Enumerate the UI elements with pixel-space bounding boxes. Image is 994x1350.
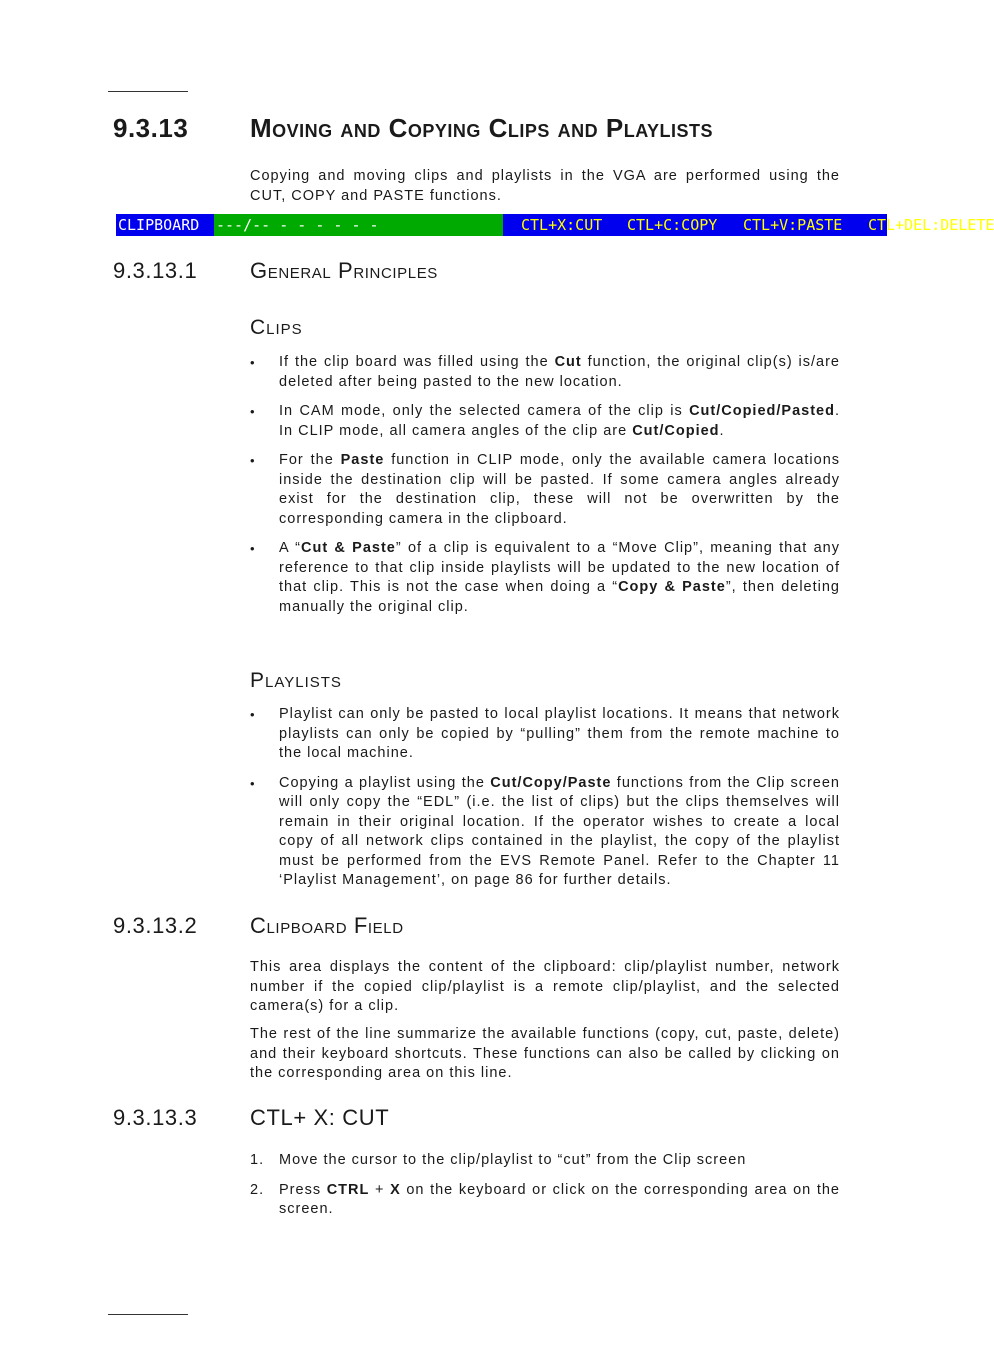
- text-run: +: [369, 1181, 391, 1198]
- text-run: . In CLIP mode, all camera angles of the clip are: [279, 403, 840, 439]
- text-run: function, the original clip(s) is/are deleted after being pasted to the new location.: [279, 354, 840, 390]
- bold-term: Cut/Copied/Pasted: [689, 403, 835, 419]
- cut-steps-list: [250, 1151, 840, 1230]
- text-run: Move the cursor to the clip/playlist to “cut” from the Clip screen: [279, 1152, 747, 1168]
- subsection-title: Clipboard Field: [250, 913, 404, 938]
- section-number: 9.3.13: [113, 113, 189, 143]
- list-item: [250, 402, 840, 441]
- text-run: function in CLIP mode, only the available camera locations inside the destination clip will be pasted. If some camera angles already exist for the destination clip, these will not be overwritten by the corresponding camera in the clipboard.: [279, 452, 841, 527]
- list-item: [250, 539, 840, 617]
- bold-term: Cut/Copied: [632, 422, 720, 439]
- clipboard-field[interactable]: ---/-- - - - - - -: [214, 214, 503, 236]
- section-title: Moving and Copying Clips and Playlists: [250, 113, 714, 143]
- footer-rule: [108, 1314, 188, 1315]
- clips-heading: Clips: [250, 316, 303, 339]
- subsection-number: 9.3.13.1: [113, 258, 198, 283]
- step-number: 1.: [250, 1152, 265, 1168]
- list-item: [250, 774, 840, 891]
- text-run: ”, then deleting manually the original clip.: [279, 579, 840, 615]
- header-rule: [108, 91, 188, 92]
- bold-term: Paste: [340, 452, 385, 468]
- bold-term: X: [390, 1181, 401, 1198]
- bold-term: Copy & Paste: [618, 579, 726, 595]
- text-run: functions from the Clip screen will only copy the “EDL” (i.e. the list of clips) but the clips themselves will remain in their original location. If the operator wishes to create a local copy of all network clips contained in the playlist, the copy of the playlist must be performed from the EVS Remote Panel. Refer to the Chapter 11 ‘Playlist Management’, on page 86 for further details.: [279, 774, 840, 888]
- subsection-title: CTL+ X: CUT: [250, 1105, 390, 1130]
- clipboard-field-paragraph-1: This area displays the content of the clipboard: clip/playlist number, network number if the copied clip/playlist is a remote clip/playlist, and the selected camera(s) for a clip.: [250, 959, 840, 1014]
- text-run: A “: [279, 540, 301, 556]
- subsection-number: 9.3.13.3: [113, 1105, 198, 1130]
- clips-bullet-list: [250, 353, 840, 627]
- list-item: [250, 705, 840, 764]
- clipboard-bar: [116, 214, 994, 236]
- text-run: on the keyboard or click on the corresponding area on the screen.: [279, 1181, 840, 1217]
- text-run: For the: [279, 452, 341, 468]
- bold-term: Cut/Copy/Paste: [490, 774, 612, 791]
- bold-term: Cut: [554, 354, 582, 370]
- playlists-heading: Playlists: [250, 669, 342, 692]
- text-run: .: [719, 422, 725, 439]
- step-item: [250, 1151, 840, 1171]
- text-run: If the clip board was filled using the: [279, 354, 555, 370]
- copy-function[interactable]: CTL+C:COPY: [627, 216, 718, 234]
- clipboard-label: CLIPBOARD: [118, 216, 200, 234]
- delete-function[interactable]: CTL+DEL:DELETE: [868, 216, 994, 234]
- bold-term: CTRL: [326, 1181, 370, 1198]
- bold-term: Cut & Paste: [300, 540, 396, 556]
- list-item: [250, 353, 840, 392]
- step-number: 2.: [250, 1181, 265, 1198]
- text-run: ” of a clip is equivalent to a “Move Clip”, meaning that any reference to that clip inside playlists will be updated to the new location of that clip. This is not the case when doing a “: [279, 540, 840, 595]
- subsection-title: General Principles: [250, 258, 438, 283]
- step-item: [250, 1181, 840, 1220]
- clipboard-field-paragraph-2: The rest of the line summarize the available functions (copy, cut, paste, delete) and their keyboard shortcuts. These functions can also be called by clicking on the corresponding area on this line.: [250, 1026, 840, 1081]
- list-item: [250, 451, 840, 529]
- text-run: Copying a playlist using the: [279, 774, 491, 791]
- text-run: In CAM mode, only the selected camera of the clip is: [279, 403, 690, 419]
- paste-function[interactable]: CTL+V:PASTE: [743, 216, 843, 234]
- subsection-number: 9.3.13.2: [113, 913, 198, 938]
- cut-function[interactable]: CTL+X:CUT: [521, 216, 603, 234]
- text-run: Press: [279, 1181, 327, 1198]
- section-intro: Copying and moving clips and playlists in the VGA are performed using the CUT, COPY and PASTE functions.: [250, 168, 840, 204]
- text-run: Playlist can only be pasted to local playlist locations. It means that network playlists can only be copied by “pulling” them from the remote machine to the local machine.: [279, 706, 840, 761]
- playlists-bullet-list: [250, 705, 840, 901]
